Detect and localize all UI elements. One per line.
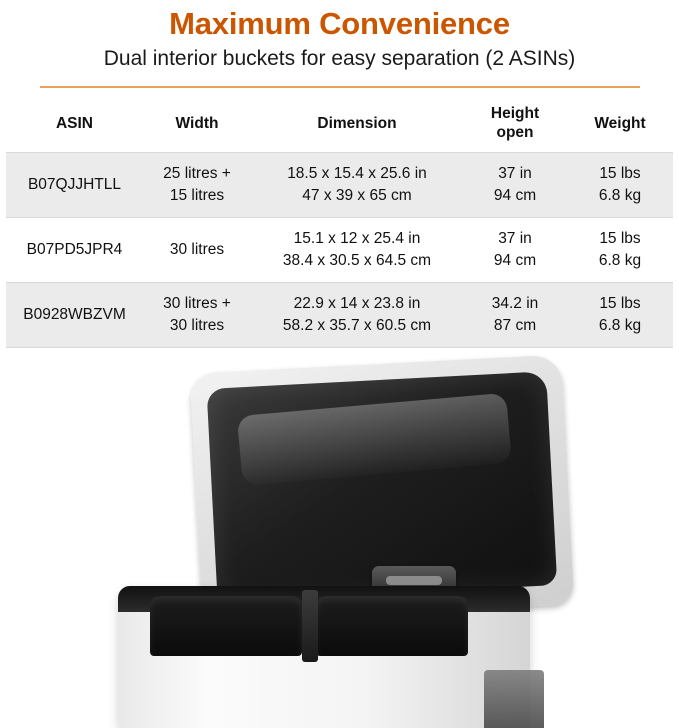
- cell-dimension-line2: 38.4 x 30.5 x 64.5 cm: [282, 252, 432, 269]
- table-body: [6, 153, 673, 348]
- spec-table: [6, 98, 673, 348]
- cell-weight-line1: 15 lbs: [599, 165, 641, 182]
- cell-width: [143, 218, 251, 283]
- cell-weight: [567, 283, 673, 348]
- cell-weight-line1: 15 lbs: [599, 230, 641, 247]
- column-header-weight: Weight: [594, 114, 646, 132]
- table-row: [6, 153, 673, 218]
- cell-height: [463, 218, 567, 283]
- header: [0, 0, 679, 88]
- cell-width-line1: 30 litres +: [163, 295, 231, 312]
- cell-height-line1: 34.2 in: [491, 295, 539, 312]
- cell-width-line2: 15 litres: [169, 187, 225, 204]
- table-header-row: [6, 98, 673, 153]
- cell-dimension-line2: 58.2 x 35.7 x 60.5 cm: [282, 317, 432, 334]
- column-header-asin: ASIN: [55, 114, 94, 132]
- cell-dimension-line1: 22.9 x 14 x 23.8 in: [293, 295, 421, 312]
- column-header-dimension: Dimension: [317, 114, 397, 132]
- cell-weight-line1: 15 lbs: [599, 295, 641, 312]
- table-row: [6, 283, 673, 348]
- product-photo: [0, 340, 679, 728]
- page-title: Maximum Convenience: [169, 6, 510, 41]
- cell-dimension: [251, 218, 463, 283]
- cell-asin: B07PD5JPR4: [6, 218, 143, 283]
- interior-bucket-right: [316, 596, 468, 656]
- column-header-height-open: [463, 98, 567, 153]
- page-subtitle: Dual interior buckets for easy separation (2 ASINs): [103, 47, 576, 70]
- lid-gloss-highlight: [237, 393, 512, 486]
- table-row: [6, 218, 673, 283]
- cell-dimension-line2: 47 x 39 x 65 cm: [302, 187, 412, 204]
- cell-weight-line2: 6.8 kg: [598, 252, 642, 269]
- cell-dimension-line1: 15.1 x 12 x 25.4 in: [293, 230, 421, 247]
- cell-width: [143, 153, 251, 218]
- cell-width-line2: 30 litres: [169, 317, 225, 334]
- cell-dimension: [251, 153, 463, 218]
- cell-dimension: [251, 283, 463, 348]
- column-header-height-line2: open: [496, 124, 534, 141]
- cell-weight-line2: 6.8 kg: [598, 187, 642, 204]
- cell-height-line2: 94 cm: [493, 252, 537, 269]
- cell-weight: [567, 218, 673, 283]
- cell-height-line1: 37 in: [498, 230, 532, 247]
- cell-weight-line2: 6.8 kg: [598, 317, 642, 334]
- column-header-width: Width: [175, 114, 219, 132]
- table-header: [6, 98, 673, 153]
- cell-dimension-line1: 18.5 x 15.4 x 25.6 in: [287, 165, 427, 182]
- column-header-height-line1: Height: [490, 105, 540, 122]
- cell-width-line1: 30 litres: [169, 241, 225, 258]
- lid-hinge-bar: [386, 576, 442, 585]
- spec-table-wrapper: [0, 88, 679, 348]
- cell-asin: B0928WBZVM: [6, 283, 143, 348]
- front-panel-shadow: [484, 670, 544, 728]
- cell-asin: B07QJJHTLL: [6, 153, 143, 218]
- bucket-divider: [302, 590, 318, 662]
- cell-weight: [567, 153, 673, 218]
- cell-height-line1: 37 in: [498, 165, 532, 182]
- cell-width-line1: 25 litres +: [163, 165, 231, 182]
- cell-height: [463, 153, 567, 218]
- cell-height-line2: 87 cm: [493, 317, 537, 334]
- cell-height: [463, 283, 567, 348]
- cell-width: [143, 283, 251, 348]
- cell-height-line2: 94 cm: [493, 187, 537, 204]
- interior-bucket-left: [150, 596, 302, 656]
